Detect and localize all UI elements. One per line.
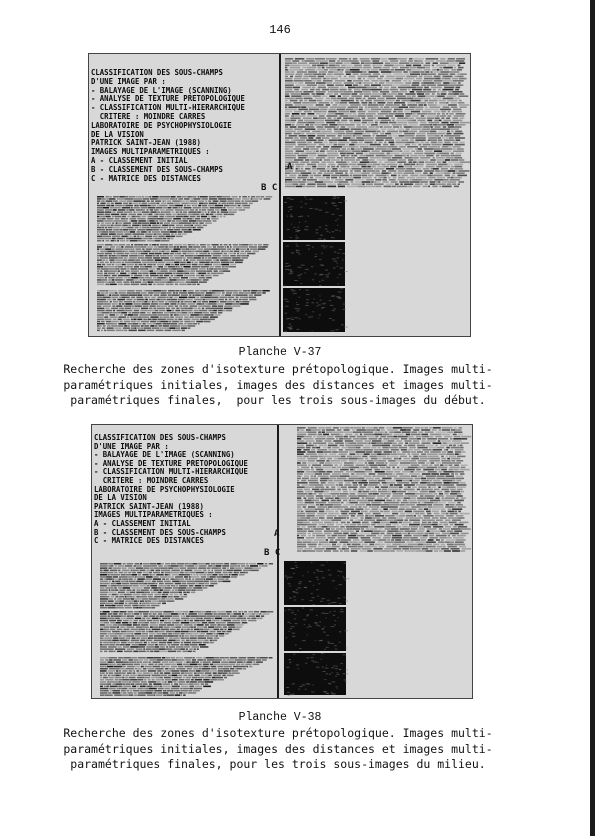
plate-v37-marker-bc: B C	[261, 183, 278, 193]
scan-edge	[590, 0, 595, 836]
plate-v37-screen-text: CLASSIFICATION DES SOUS-CHAMPS D'UNE IMAGE PAR : - BALAYAGE DE L'IMAGE (SCANNING) - ANALYSE DE TEXTURE PRETOPOLOGIQUE - CLASSIFICATION MULTI-HIERARCHIQUE CRITERE : MOINDRE CARRES LABORATOIRE DE PSYCHOPHYSIOLOGIE DE LA VISION PATRICK SAINT-JEAN (1988) IMAGES MULTIPARAMETRIQUES : A - CLASSEMENT INITIAL B - CLASSEMENT DES SOUS-CHAMPS C - MATRICE DES DISTANCES	[91, 67, 245, 183]
plate-v37-caption-title: Planche V-37	[238, 346, 322, 359]
plate-v38-caption: Recherche des zones d'isotexture prétopologique. Images multi- paramétriques initiales, images des distances et images multi- paramétriques finales, pour les trois sous-images du milieu.	[63, 726, 493, 771]
page-number: 146	[269, 23, 291, 37]
plate-v38-caption-title: Planche V-38	[238, 711, 322, 724]
plate-v38-marker-bc: B C	[264, 548, 281, 558]
plate-v37-screenshot	[88, 53, 471, 337]
plate-v38-screenshot	[91, 424, 473, 699]
plate-v37-marker-a: A	[287, 162, 293, 172]
plate-v37-caption: Recherche des zones d'isotexture prétopologique. Images multi- paramétriques initiales, images des distances et images multi- paramétriques finales, pour les trois sous-images du début.	[63, 362, 493, 407]
plate-v38-marker-a: A	[274, 529, 280, 539]
plate-v38-screen-text: CLASSIFICATION DES SOUS-CHAMPS D'UNE IMAGE PAR : - BALAYAGE DE L'IMAGE (SCANNING) - ANALYSE DE TEXTURE PRETOPOLOGIQUE - CLASSIFICATION MULTI-HIERARCHIQUE CRITERE : MOINDRE CARRES LABORATOIRE DE PSYCHOPHYSIOLOGIE DE LA VISION PATRICK SAINT-JEAN (1988) IMAGES MULTIPARAMETRIQUES : A - CLASSEMENT INITIAL B - CLASSEMENT DES SOUS-CHAMPS C - MATRICE DES DISTANCES	[94, 432, 248, 546]
